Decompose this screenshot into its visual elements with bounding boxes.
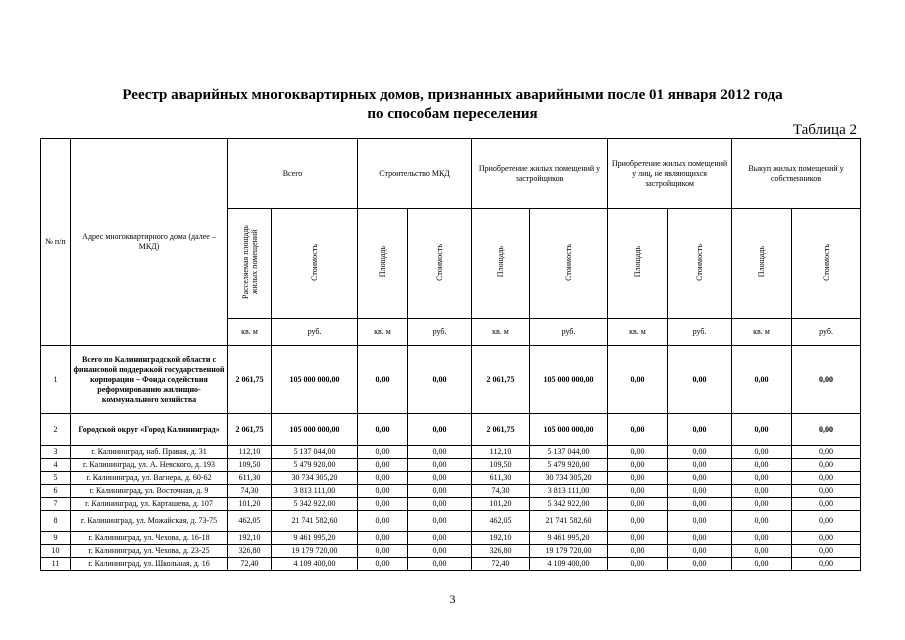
row-value: 0,00 [732, 498, 792, 511]
row-value: 462,05 [472, 511, 530, 532]
row-value: 0,00 [608, 532, 668, 545]
row-value: 74,30 [472, 485, 530, 498]
row-value: 0,00 [608, 545, 668, 558]
row-value: 0,00 [608, 498, 668, 511]
row-number: 3 [41, 446, 71, 459]
row-value: 611,30 [228, 472, 272, 485]
row-value: 3 813 111,00 [530, 485, 608, 498]
row-value: 0,00 [608, 558, 668, 571]
row-value: 0,00 [792, 545, 861, 558]
row-value: 0,00 [608, 511, 668, 532]
row-value: 0,00 [358, 545, 408, 558]
row-value: 0,00 [408, 446, 472, 459]
unit-cell: кв. м [732, 319, 792, 346]
header-row-groups [41, 139, 861, 209]
row-value: 0,00 [408, 545, 472, 558]
title-line-2: по способам переселения [367, 106, 538, 122]
row-value: 0,00 [358, 472, 408, 485]
row-value: 30 734 305,20 [530, 472, 608, 485]
table-row [41, 472, 861, 485]
row-number: 7 [41, 498, 71, 511]
header-address: Адрес многоквартирного дома (далее – МКД) [71, 139, 228, 346]
header-group-nondeveloper-purchase: Приобретение жилых помещений у лиц, не являющихся застройщиком [608, 139, 732, 209]
row-value: 0,00 [608, 446, 668, 459]
row-value: 0,00 [358, 558, 408, 571]
row-value: 192,10 [472, 532, 530, 545]
row-value: 21 741 582,60 [272, 511, 358, 532]
row-value: 4 109 400,00 [530, 558, 608, 571]
table-row [41, 511, 861, 532]
row-value: 0,00 [732, 545, 792, 558]
row-number: 1 [41, 346, 71, 414]
row-value: 0,00 [408, 485, 472, 498]
row-value: 0,00 [408, 498, 472, 511]
table-row [41, 459, 861, 472]
row-number: 2 [41, 414, 71, 446]
row-value: 0,00 [608, 472, 668, 485]
row-value: 5 342 922,00 [272, 498, 358, 511]
row-address: Городской округ «Город Калининград» [71, 414, 228, 446]
row-value: 5 479 920,00 [530, 459, 608, 472]
row-value: 0,00 [408, 511, 472, 532]
row-value: 0,00 [732, 446, 792, 459]
row-value: 0,00 [668, 346, 732, 414]
row-value: 0,00 [732, 346, 792, 414]
header-group-buyout: Выкуп жилых помещений у собственников [732, 139, 861, 209]
unit-cell: кв. м [472, 319, 530, 346]
document-title [0, 86, 905, 124]
row-value: 0,00 [792, 498, 861, 511]
row-value: 30 734 305,20 [272, 472, 358, 485]
row-address: г. Калининград, ул. Карташева, д. 107 [71, 498, 228, 511]
row-value: 0,00 [358, 414, 408, 446]
sub-header-area-construction: Площадь [378, 246, 387, 278]
sub-header-cost-developer: Стоимость [564, 243, 573, 281]
row-value: 0,00 [408, 532, 472, 545]
row-address: г. Калининград, ул. Чехова, д. 16-18 [71, 532, 228, 545]
row-value: 9 461 995,20 [530, 532, 608, 545]
row-value: 0,00 [732, 414, 792, 446]
row-value: 0,00 [732, 459, 792, 472]
row-value: 0,00 [608, 346, 668, 414]
row-value: 0,00 [408, 558, 472, 571]
row-value: 0,00 [792, 446, 861, 459]
row-value: 5 137 044,00 [272, 446, 358, 459]
row-value: 0,00 [668, 498, 732, 511]
row-address: г. Калининград, наб. Правая, д. 31 [71, 446, 228, 459]
table-row [41, 532, 861, 545]
table-row [41, 545, 861, 558]
row-value: 0,00 [358, 532, 408, 545]
row-value: 0,00 [608, 414, 668, 446]
row-value: 0,00 [792, 511, 861, 532]
unit-cell: руб. [272, 319, 358, 346]
row-address: г. Калининград, ул. Вагнера, д. 60-62 [71, 472, 228, 485]
row-value: 112,10 [228, 446, 272, 459]
page-number: 3 [449, 592, 456, 606]
row-value: 72,40 [472, 558, 530, 571]
row-value: 0,00 [358, 446, 408, 459]
header-group-total: Всего [228, 139, 358, 209]
row-value: 0,00 [792, 532, 861, 545]
header-num: № п/п [41, 139, 71, 346]
row-value: 0,00 [792, 459, 861, 472]
row-value: 2 061,75 [228, 346, 272, 414]
row-value: 0,00 [732, 485, 792, 498]
row-value: 0,00 [792, 485, 861, 498]
sub-header-cost-construction: Стоимость [435, 243, 444, 281]
row-value: 109,50 [472, 459, 530, 472]
row-value: 9 461 995,20 [272, 532, 358, 545]
row-value: 0,00 [668, 459, 732, 472]
row-value: 19 179 720,00 [272, 545, 358, 558]
row-address: г. Калининград, ул. Чехова, д. 23-25 [71, 545, 228, 558]
row-number: 8 [41, 511, 71, 532]
row-value: 21 741 582,60 [530, 511, 608, 532]
unit-cell: кв. м [228, 319, 272, 346]
row-number: 4 [41, 459, 71, 472]
row-value: 192,10 [228, 532, 272, 545]
row-value: 0,00 [792, 558, 861, 571]
row-value: 0,00 [668, 532, 732, 545]
table-row [41, 414, 861, 446]
row-value: 0,00 [358, 511, 408, 532]
row-value: 0,00 [608, 459, 668, 472]
row-address: г. Калининград, ул. Можайская, д. 73-75 [71, 511, 228, 532]
unit-cell: руб. [530, 319, 608, 346]
row-value: 2 061,75 [472, 414, 530, 446]
row-value: 3 813 111,00 [272, 485, 358, 498]
row-value: 0,00 [792, 472, 861, 485]
table-row [41, 498, 861, 511]
row-address: Всего по Калининградской области с финансовой поддержкой государственной корпорации – Фонда содействия реформированию жилищно-коммунального хозяйства [71, 346, 228, 414]
row-value: 105 000 000,00 [272, 414, 358, 446]
row-value: 0,00 [668, 472, 732, 485]
registry-table [40, 138, 861, 571]
row-address: г. Калининград, ул. Школьная, д. 16 [71, 558, 228, 571]
row-value: 0,00 [668, 414, 732, 446]
row-value: 0,00 [732, 511, 792, 532]
row-address: г. Калининград, ул. Восточная, д. 9 [71, 485, 228, 498]
row-value: 0,00 [792, 346, 861, 414]
row-value: 105 000 000,00 [530, 414, 608, 446]
row-value: 0,00 [792, 414, 861, 446]
row-value: 0,00 [358, 346, 408, 414]
row-value: 0,00 [732, 532, 792, 545]
table-row [41, 446, 861, 459]
row-value: 0,00 [358, 485, 408, 498]
table-label: Таблица 2 [792, 122, 857, 138]
sub-header-cost-nondeveloper: Стоимость [695, 243, 704, 281]
row-value: 5 342 922,00 [530, 498, 608, 511]
unit-cell: руб. [408, 319, 472, 346]
table-row [41, 485, 861, 498]
row-value: 0,00 [408, 472, 472, 485]
row-value: 4 109 400,00 [272, 558, 358, 571]
sub-header-area-buyout: Площадь [757, 246, 767, 278]
table-row [41, 558, 861, 571]
unit-cell: кв. м [358, 319, 408, 346]
row-value: 105 000 000,00 [272, 346, 358, 414]
sub-header-cost-total: Стоимость [310, 243, 319, 281]
row-value: 0,00 [608, 485, 668, 498]
row-value: 5 479 920,00 [272, 459, 358, 472]
row-number: 9 [41, 532, 71, 545]
row-address: г. Калининград, ул. А. Невского, д. 193 [71, 459, 228, 472]
title-line-1: Реестр аварийных многоквартирных домов, признанных аварийными после 01 января 2012 года [122, 87, 783, 103]
row-number: 11 [41, 558, 71, 571]
row-value: 74,30 [228, 485, 272, 498]
sub-header-area-total: Расселяемая площадь жилых помещений [240, 225, 259, 299]
row-value: 0,00 [668, 446, 732, 459]
row-value: 0,00 [668, 558, 732, 571]
row-value: 0,00 [408, 346, 472, 414]
row-value: 0,00 [358, 498, 408, 511]
row-value: 105 000 000,00 [530, 346, 608, 414]
row-value: 2 061,75 [228, 414, 272, 446]
row-value: 101,20 [228, 498, 272, 511]
header-group-construction: Строительство МКД [358, 139, 472, 209]
row-value: 72,40 [228, 558, 272, 571]
row-value: 19 179 720,00 [530, 545, 608, 558]
row-value: 101,20 [472, 498, 530, 511]
row-value: 112,10 [472, 446, 530, 459]
table-row [41, 346, 861, 414]
row-value: 0,00 [668, 545, 732, 558]
row-value: 2 061,75 [472, 346, 530, 414]
header-group-developer-purchase: Приобретение жилых помещений у застройщиков [472, 139, 608, 209]
row-number: 6 [41, 485, 71, 498]
row-value: 462,05 [228, 511, 272, 532]
row-number: 5 [41, 472, 71, 485]
row-value: 0,00 [668, 485, 732, 498]
row-value: 0,00 [358, 459, 408, 472]
unit-cell: кв. м [608, 319, 668, 346]
row-value: 0,00 [408, 414, 472, 446]
row-value: 0,00 [732, 558, 792, 571]
sub-header-cost-buyout: Стоимость [821, 243, 831, 281]
sub-header-area-nondeveloper: Площадь [633, 246, 642, 278]
unit-cell: руб. [668, 319, 732, 346]
sub-header-area-developer: Площадь [496, 246, 505, 278]
row-value: 611,30 [472, 472, 530, 485]
table-body [41, 346, 861, 571]
row-value: 0,00 [732, 472, 792, 485]
row-value: 0,00 [408, 459, 472, 472]
row-value: 0,00 [668, 511, 732, 532]
row-value: 109,50 [228, 459, 272, 472]
row-value: 326,80 [472, 545, 530, 558]
row-number: 10 [41, 545, 71, 558]
row-value: 5 137 044,00 [530, 446, 608, 459]
row-value: 326,80 [228, 545, 272, 558]
unit-cell: руб. [792, 319, 861, 346]
